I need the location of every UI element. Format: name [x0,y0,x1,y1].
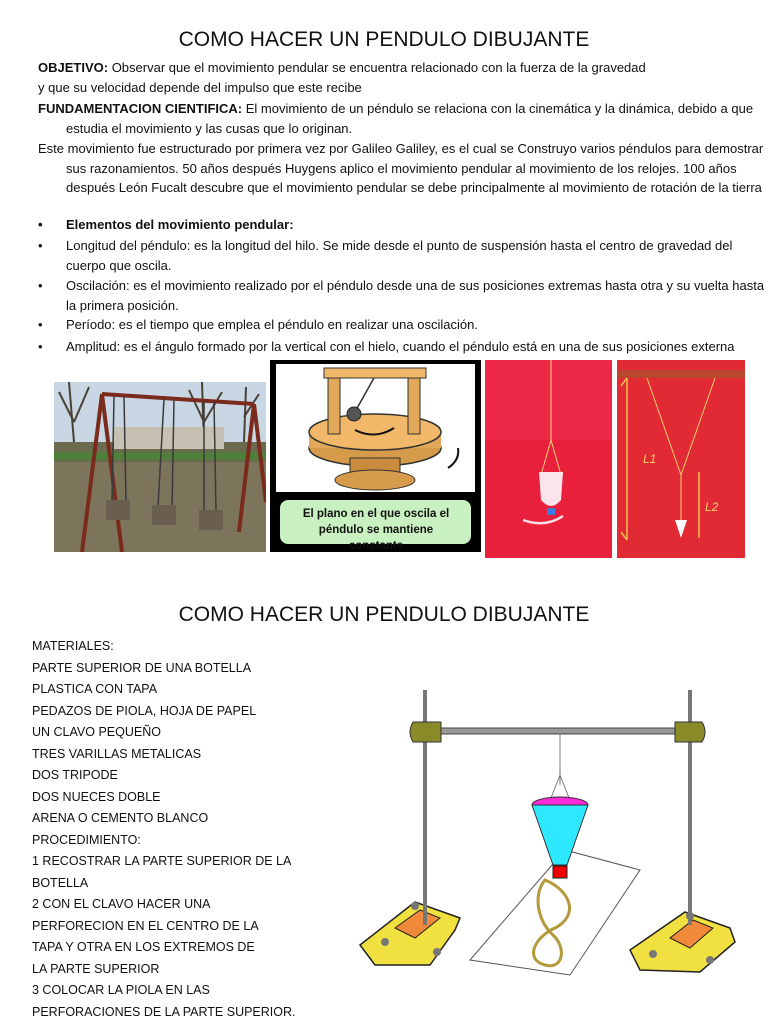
bullet-elementos: • Elementos del movimiento pendular: [36,215,766,235]
figure-caption: El plano en el que oscila el péndulo se mantiene constante [302,508,450,552]
text-line: PLASTICA CON TAPA [32,682,158,696]
text-line: 3 COLOCAR LA PIOLA EN LAS [32,983,210,997]
text-line: UN CLAVO PEQUEÑO [32,725,161,739]
bottle-pendulum-photo [485,360,612,558]
double-length-pendulum-photo [617,360,745,558]
text-line: DOS TRIPODE [32,768,118,782]
text-line: MATERIALES: [32,639,114,653]
fundamentacion-text: El movimiento de un péndulo se relaciona con la cinemática y la dinámica, debido a que estudia el movimiento y las cusas que lo originan. [66,101,754,136]
bullet-oscilacion: • Oscilación: es el movimiento realizado por el péndulo desde una de sus posiciones extremas hasta otra y su vuelta hasta la primera posición. [36,276,766,315]
materials-procedure-list [32,636,296,1023]
l1-label: L1 [643,452,657,466]
text-line: 1 RECOSTRAR LA PARTE SUPERIOR DE LA [32,854,292,868]
fundamentacion-paragraph [38,99,768,138]
bullet-longitud: • Longitud del péndulo: es la longitud del hilo. Se mide desde el punto de suspensión hasta el centro de gravedad del cuerpo que oscila. [36,236,766,275]
drawing-pendulum-diagram [355,680,745,980]
fundamentacion-label: FUNDAMENTACION CIENTIFICA: [38,101,243,116]
text-line: PROCEDIMIENTO: [32,832,141,847]
bullet-periodo: • Período: es el tiempo que emplea el péndulo en realizar una oscilación. [36,315,766,335]
page-title: COMO HACER UN PENDULO DIBUJANTE [178,28,590,51]
text-line: LA PARTE SUPERIOR [32,961,160,976]
text-line: PERFORECION EN EL CENTRO DE LA [32,918,259,933]
text-line: PERFORACIONES DE LA PARTE SUPERIOR. [32,1004,296,1019]
objetivo-paragraph [38,58,738,78]
page2-title: COMO HACER UN PENDULO DIBUJANTE [178,603,590,626]
text-line: TAPA Y OTRA EN LOS EXTREMOS DE [32,940,255,954]
historia-paragraph: Este movimiento fue estructurado por primera vez por Galileo Galiley, es el cual se Construyo varios péndulos para demostrar sus razonamientos. 50 años después Huygens aplico el movimiento pendular al movimiento de los relojes. 100 años después León Fucalt descubre que el movimiento pendular se debe principalmente al movimiento de rotación de la tierra [38,141,764,195]
objetivo-text: Observar que el movimiento pendular se encuentra relacionado con la fuerza de la gravedad [108,60,646,75]
objetivo-line2: y que su velocidad depende del impulso que este recibe [38,80,362,95]
text-line: TRES VARILLAS METALICAS [32,746,202,761]
objetivo-label: OBJETIVO: [38,60,109,75]
text-line: BOTELLA [32,875,89,890]
text-line: PARTE SUPERIOR DE UNA BOTELLA [32,660,252,675]
text-line: PEDAZOS DE PIOLA, HOJA DE PAPEL [32,703,257,718]
pendulum-illustration [270,360,481,552]
bullet-amplitud: • Amplitud: es el ángulo formado por la vertical con el hielo, cuando el péndulo está en una de sus posiciones externa [36,337,766,357]
text-line: 2 CON EL CLAVO HACER UNA [32,897,211,911]
text-line: DOS NUECES DOBLE [32,789,161,804]
text-line: ARENA O CEMENTO BLANCO [32,811,209,825]
l2-label: L2 [705,500,719,514]
swing-photo [54,382,266,552]
